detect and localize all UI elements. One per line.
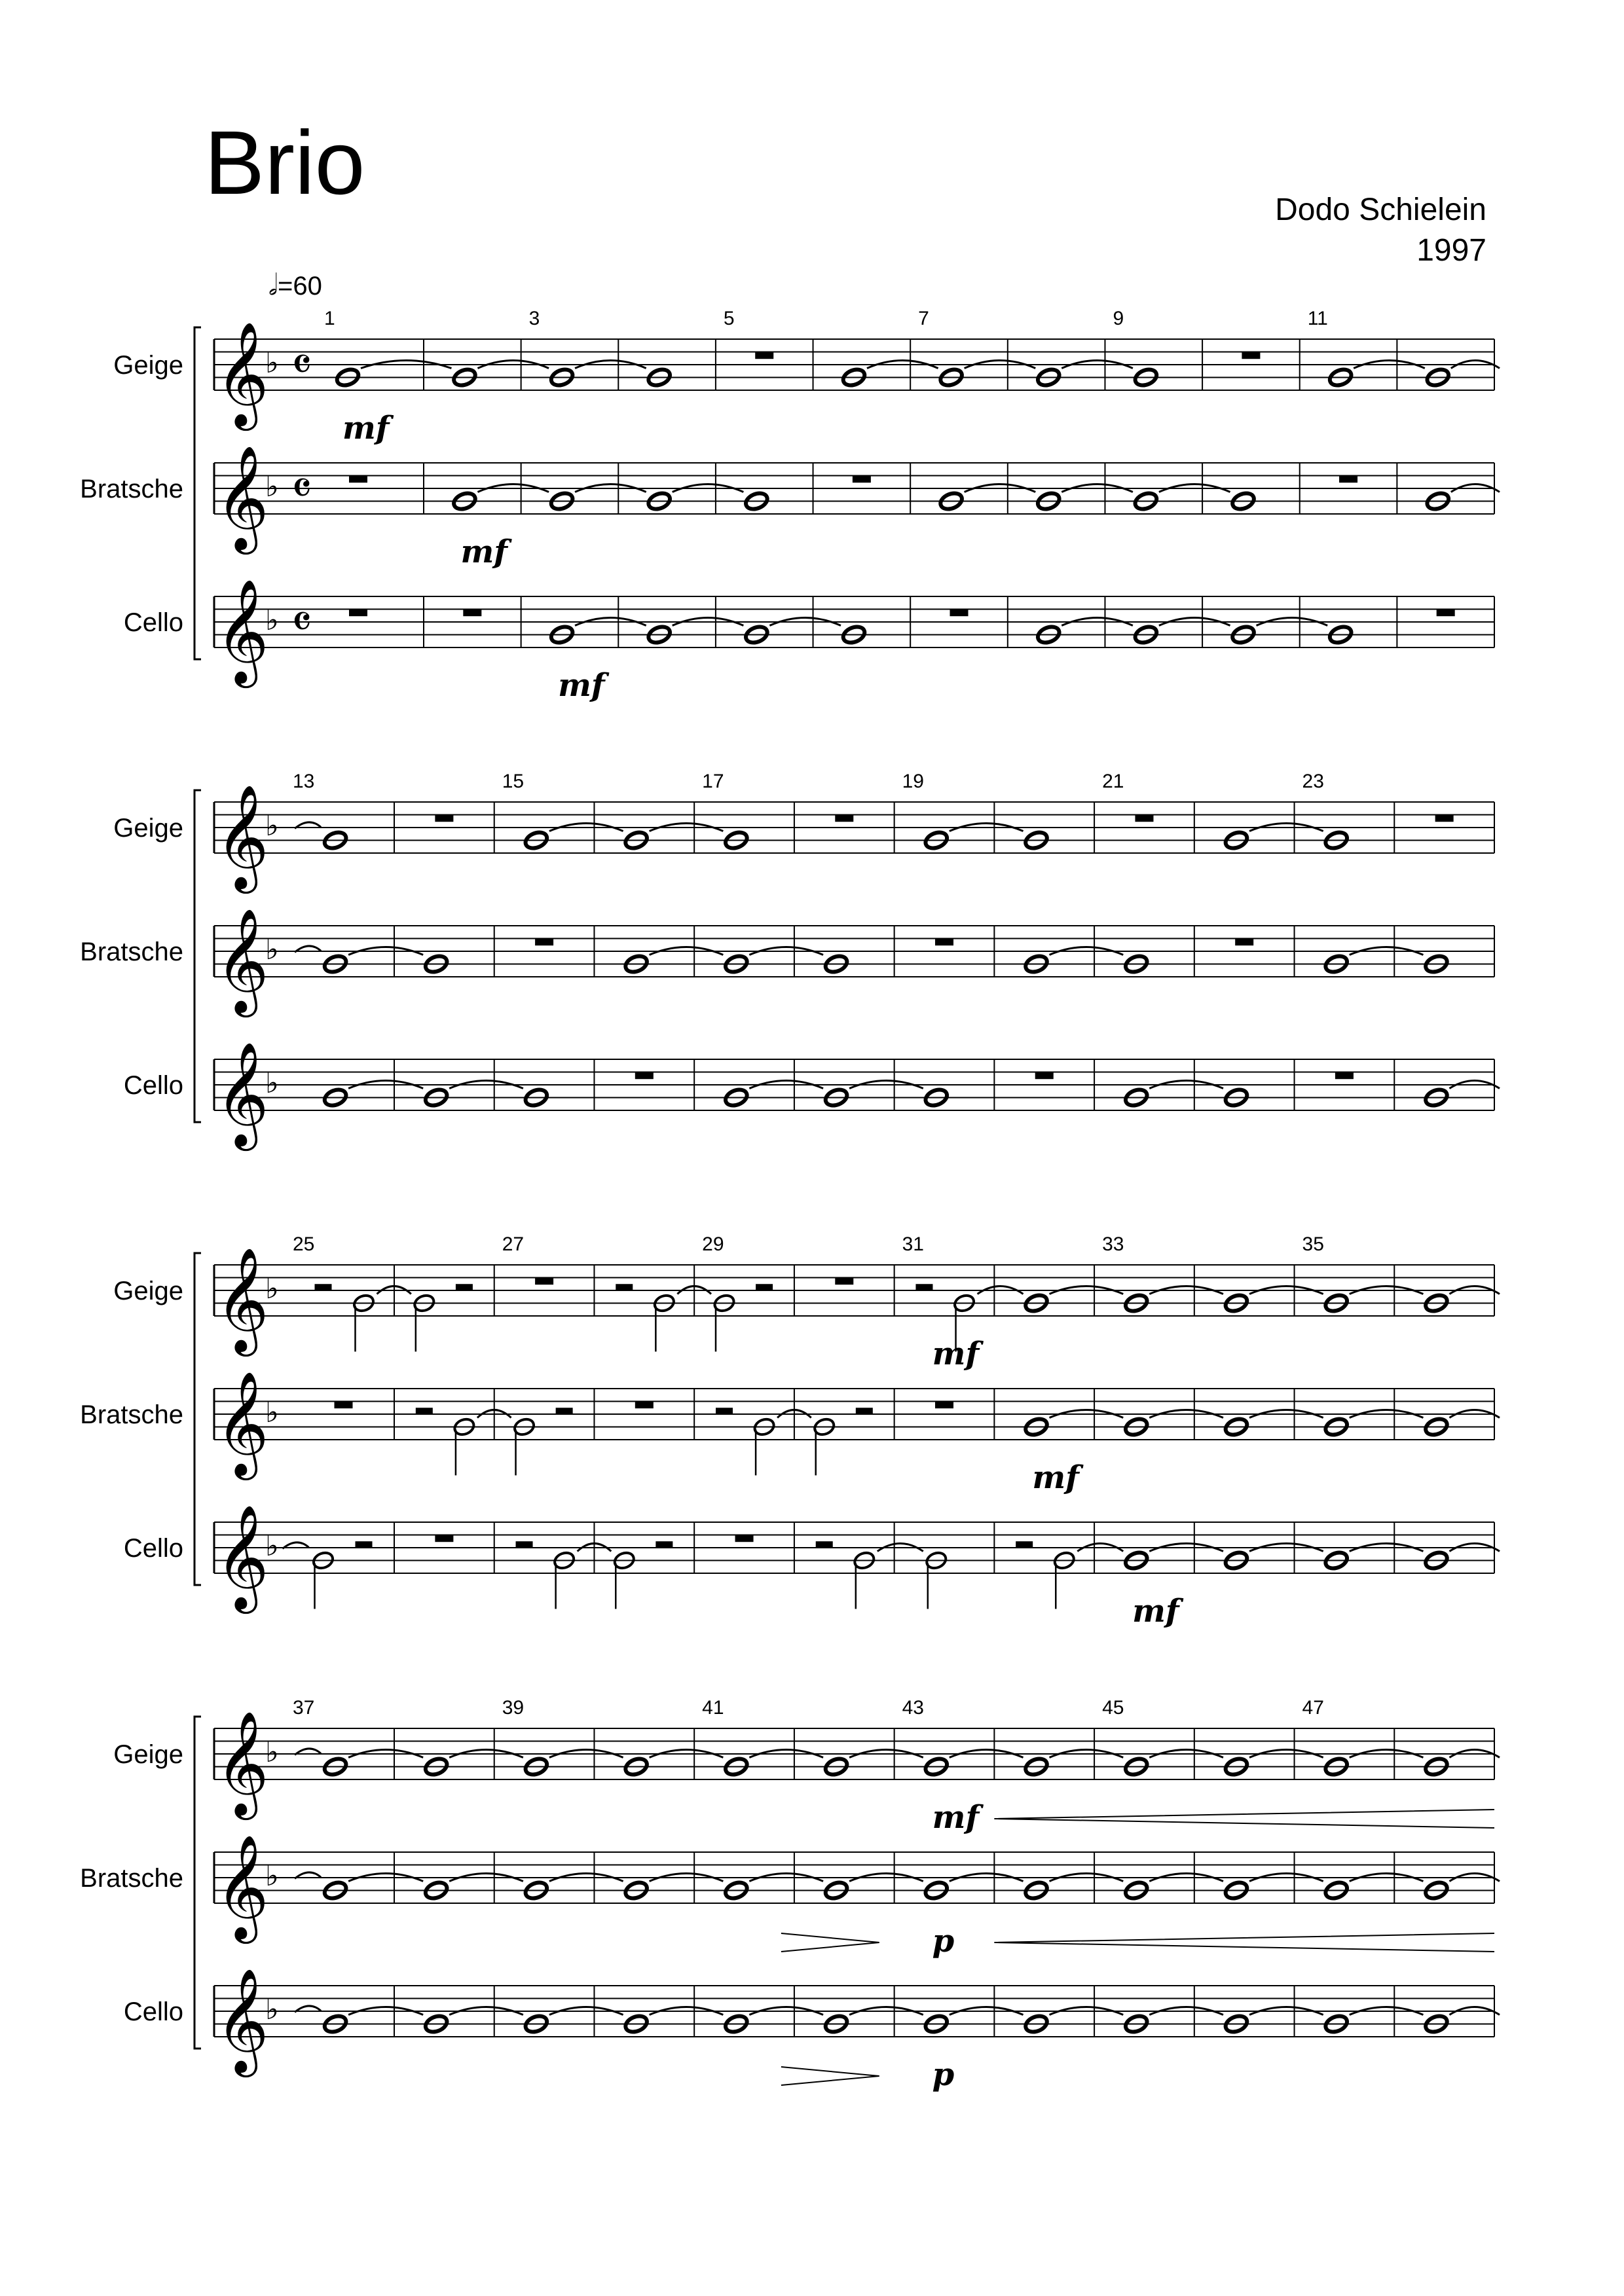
whole-rest — [635, 1402, 654, 1409]
dynamic-mf: mf — [558, 667, 605, 704]
staff-cello — [124, 1967, 1500, 2093]
half-rest — [456, 1284, 473, 1290]
measure-number: 33 — [1102, 1233, 1124, 1255]
flat-key-signature: ♭ — [265, 1859, 279, 1893]
cut-time-signature: 𝄴 — [291, 595, 312, 649]
staff-bratsche — [80, 1834, 1500, 1959]
treble-clef: 𝄞 — [215, 1247, 269, 1352]
cut-time-signature: 𝄴 — [291, 462, 312, 515]
measure-number: 9 — [1113, 308, 1124, 329]
measure-number: 17 — [702, 771, 724, 792]
treble-clef: 𝄞 — [215, 1041, 269, 1146]
whole-rest — [1235, 939, 1253, 946]
instrument-name: Geige — [113, 814, 183, 843]
dynamic-mf: mf — [932, 1336, 980, 1372]
system-bracket — [194, 1253, 201, 1585]
measure-number: 47 — [1302, 1697, 1324, 1719]
treble-clef: 𝄞 — [215, 1967, 269, 2073]
dynamic-p: p — [932, 2056, 955, 2093]
whole-rest — [735, 1535, 754, 1542]
system-3 — [80, 1233, 1500, 1630]
whole-rest — [1335, 1072, 1354, 1080]
measure-number: 1 — [324, 308, 335, 329]
whole-rest — [349, 476, 367, 483]
half-note-icon: 𝅗𝅥 — [268, 268, 278, 302]
half-rest — [1016, 1541, 1033, 1548]
flat-key-signature: ♭ — [265, 346, 279, 380]
staff-geige — [113, 1247, 1500, 1372]
treble-clef: 𝄞 — [215, 907, 269, 1013]
whole-rest — [853, 476, 871, 483]
instrument-name: Cello — [123, 1071, 183, 1100]
instrument-name: Cello — [123, 608, 183, 637]
measure-number: 31 — [902, 1233, 925, 1255]
measure-number: 43 — [902, 1697, 925, 1719]
whole-rest — [950, 610, 969, 617]
measure-number: 21 — [1102, 771, 1124, 792]
measure-number: 5 — [723, 308, 735, 329]
treble-clef: 𝄞 — [215, 445, 269, 550]
whole-rest — [755, 352, 773, 359]
flat-key-signature: ♭ — [265, 1272, 279, 1305]
staff-bratsche — [80, 1370, 1500, 1496]
treble-clef: 𝄞 — [215, 578, 269, 683]
composer-name: Dodo Schielein — [1275, 192, 1486, 227]
system-bracket — [194, 790, 201, 1122]
composition-year: 1997 — [1416, 233, 1486, 268]
flat-key-signature: ♭ — [265, 1396, 279, 1429]
whole-rest — [435, 1535, 453, 1542]
dynamic-mf: mf — [1132, 1593, 1179, 1630]
measure-number: 27 — [502, 1233, 525, 1255]
dynamic-p: p — [932, 1923, 955, 1959]
instrument-name: Geige — [113, 1277, 183, 1305]
whole-rest — [535, 939, 553, 946]
measure-number: 19 — [902, 771, 925, 792]
instrument-name: Geige — [113, 351, 183, 380]
half-rest — [556, 1408, 573, 1414]
diminuendo-hairpin — [781, 1933, 879, 1952]
staff-bratsche — [80, 445, 1500, 570]
treble-clef: 𝄞 — [215, 1370, 269, 1476]
instrument-name: Cello — [123, 1997, 183, 2026]
flat-key-signature: ♭ — [265, 604, 279, 637]
treble-clef: 𝄞 — [215, 321, 269, 426]
system-1 — [80, 308, 1500, 704]
flat-key-signature: ♭ — [265, 1993, 279, 2026]
half-rest — [356, 1541, 373, 1548]
half-rest — [416, 1408, 433, 1414]
measure-number: 39 — [502, 1697, 525, 1719]
instrument-name: Bratsche — [80, 938, 183, 966]
treble-clef: 𝄞 — [215, 1504, 269, 1609]
measure-number: 29 — [702, 1233, 724, 1255]
system-bracket — [194, 1717, 201, 2049]
whole-rest — [1339, 476, 1357, 483]
staff-cello — [124, 1041, 1500, 1151]
instrument-name: Cello — [123, 1534, 183, 1563]
whole-rest — [835, 1278, 853, 1285]
half-rest — [756, 1284, 773, 1290]
whole-rest — [1242, 352, 1260, 359]
staff-cello — [124, 578, 1494, 704]
tempo-equals: = — [278, 272, 293, 301]
treble-clef: 𝄞 — [215, 1834, 269, 1939]
flat-key-signature: ♭ — [265, 1736, 279, 1769]
half-rest — [816, 1541, 833, 1548]
crescendo-hairpin — [994, 1810, 1494, 1828]
half-rest — [655, 1541, 673, 1548]
instrument-name: Bratsche — [80, 475, 183, 503]
system-bracket — [194, 327, 201, 659]
dynamic-mf: mf — [1032, 1459, 1079, 1496]
whole-rest — [535, 1278, 553, 1285]
flat-key-signature: ♭ — [265, 809, 279, 843]
whole-rest — [463, 610, 481, 617]
half-rest — [856, 1408, 873, 1414]
whole-rest — [1437, 610, 1455, 617]
measure-number: 25 — [293, 1233, 315, 1255]
half-rest — [716, 1408, 733, 1414]
dynamic-mf: mf — [932, 1799, 980, 1836]
half-rest — [315, 1284, 332, 1290]
half-rest — [616, 1284, 633, 1290]
half-rest — [915, 1284, 932, 1290]
cut-time-signature: 𝄴 — [291, 338, 312, 392]
system-4 — [80, 1697, 1500, 2093]
measure-number: 15 — [502, 771, 525, 792]
whole-rest — [935, 939, 953, 946]
measure-number: 37 — [293, 1697, 315, 1719]
diminuendo-hairpin — [781, 2067, 879, 2085]
instrument-name: Geige — [113, 1740, 183, 1769]
staff-geige — [113, 1710, 1500, 1836]
whole-rest — [1435, 815, 1454, 822]
instrument-name: Bratsche — [80, 1400, 183, 1429]
measure-number: 41 — [702, 1697, 724, 1719]
whole-rest — [635, 1072, 654, 1080]
dynamic-mf: mf — [342, 410, 390, 446]
flat-key-signature: ♭ — [265, 933, 279, 966]
whole-rest — [835, 815, 853, 822]
flat-key-signature: ♭ — [265, 1066, 279, 1100]
whole-rest — [935, 1402, 953, 1409]
measure-number: 23 — [1302, 771, 1324, 792]
measure-number: 13 — [293, 771, 315, 792]
tempo-value: 60 — [293, 272, 322, 301]
crescendo-hairpin — [994, 1933, 1494, 1952]
measure-number: 35 — [1302, 1233, 1324, 1255]
staff-cello — [124, 1504, 1500, 1630]
system-2 — [80, 771, 1500, 1151]
measure-number: 7 — [918, 308, 929, 329]
treble-clef: 𝄞 — [215, 784, 269, 889]
staff-geige — [113, 784, 1494, 894]
half-rest — [516, 1541, 533, 1548]
whole-rest — [349, 610, 367, 617]
whole-rest — [1035, 1072, 1054, 1080]
whole-rest — [1135, 815, 1153, 822]
treble-clef: 𝄞 — [215, 1710, 269, 1815]
staff-bratsche — [80, 907, 1494, 1017]
flat-key-signature: ♭ — [265, 470, 279, 503]
measure-number: 11 — [1307, 308, 1328, 329]
flat-key-signature: ♭ — [265, 1529, 279, 1563]
dynamic-mf: mf — [460, 534, 507, 570]
whole-rest — [435, 815, 453, 822]
measure-number: 45 — [1102, 1697, 1124, 1719]
staff-geige — [113, 321, 1500, 446]
whole-rest — [335, 1402, 353, 1409]
piece-title: Brio — [204, 113, 365, 213]
measure-number: 3 — [528, 308, 540, 329]
instrument-name: Bratsche — [80, 1864, 183, 1893]
